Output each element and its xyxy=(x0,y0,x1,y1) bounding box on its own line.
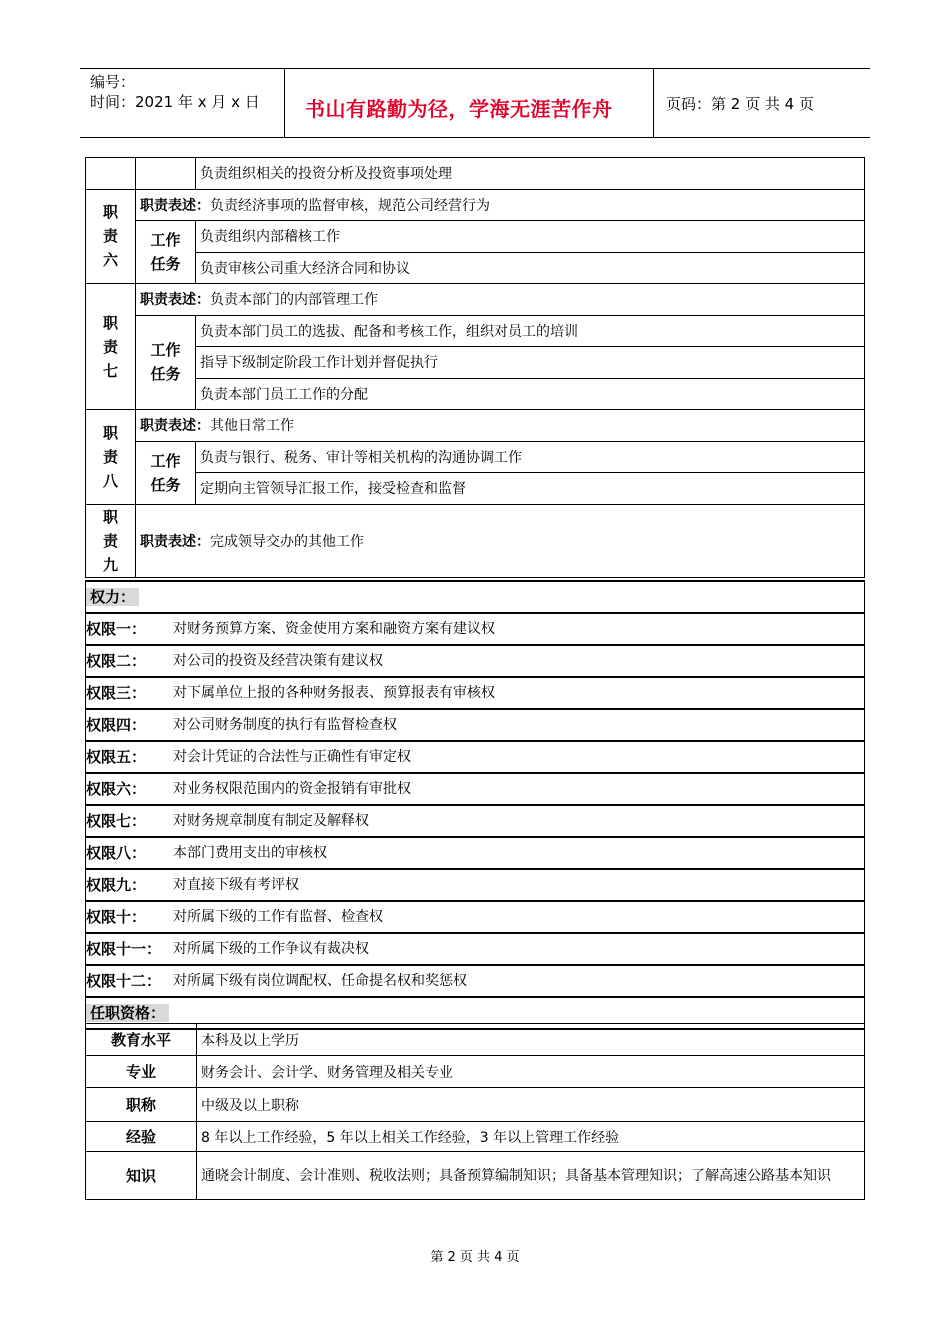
duty-nine-statement xyxy=(136,504,865,577)
list-item xyxy=(85,964,865,996)
time-label: 时间：2021 年 x 月 x 日 xyxy=(90,93,260,111)
table-row xyxy=(86,252,865,284)
duty-cont-task: 负责组织相关的投资分析及投资事项处理 xyxy=(196,158,865,190)
power-text: 对所属下级的工作有监督、检查权 xyxy=(173,909,383,925)
power-label: 权限十： xyxy=(86,908,147,926)
table-row xyxy=(86,504,865,577)
statement-text: 负责本部门的内部管理工作 xyxy=(210,292,378,309)
qual-key: 经验 xyxy=(86,1122,197,1152)
duty-eight-task-label: 工作 任务 xyxy=(136,441,196,504)
duties-table xyxy=(85,157,865,578)
duty-seven-statement xyxy=(136,284,865,316)
table-row xyxy=(86,1152,865,1200)
statement-label: 职责表述： xyxy=(140,533,210,550)
qual-key: 专业 xyxy=(86,1056,197,1088)
power-label: 权限六： xyxy=(86,780,147,798)
statement-text: 其他日常工作 xyxy=(210,418,294,435)
list-item xyxy=(85,708,865,740)
list-item xyxy=(85,900,865,932)
duty-six-task-1: 负责组织内部稽核工作 xyxy=(196,221,865,253)
duty-six-task-2: 负责审核公司重大经济合同和协议 xyxy=(196,252,865,284)
duty-cont-label xyxy=(86,158,136,190)
list-item xyxy=(85,612,865,644)
duty-cont-sub xyxy=(136,158,196,190)
power-label: 权限九： xyxy=(86,876,147,894)
power-label: 权限一： xyxy=(86,620,147,638)
power-label: 权限四： xyxy=(86,716,147,734)
statement-text: 负责经济事项的监督审核，规范公司经营行为 xyxy=(210,197,490,214)
table-row xyxy=(86,347,865,379)
duty-seven-label: 职 责 七 xyxy=(86,284,136,410)
power-text: 对公司的投资及经营决策有建议权 xyxy=(173,653,383,669)
duty-seven-task-2: 指导下级制定阶段工作计划并督促执行 xyxy=(196,347,865,379)
power-label: 权限五： xyxy=(86,748,147,766)
power-text: 对所属下级有岗位调配权、任命提名权和奖惩权 xyxy=(173,973,467,989)
code-label: 编号： xyxy=(90,73,136,91)
table-row xyxy=(86,284,865,316)
power-label: 权限十一： xyxy=(86,940,162,958)
list-item xyxy=(85,868,865,900)
table-row xyxy=(86,441,865,473)
table-row xyxy=(86,189,865,221)
table-row xyxy=(86,1056,865,1088)
powers-title: 权力： xyxy=(86,588,139,606)
page-info: 页码：第 2 页 共 4 页 xyxy=(666,95,814,113)
duty-six-label: 职 责 六 xyxy=(86,189,136,284)
list-item xyxy=(85,772,865,804)
power-text: 对财务规章制度有制定及解释权 xyxy=(173,813,369,829)
list-item xyxy=(85,836,865,868)
list-item xyxy=(85,676,865,708)
qual-key: 知识 xyxy=(86,1152,197,1200)
duty-eight-task-2: 定期向主管领导汇报工作，接受检查和监督 xyxy=(196,473,865,505)
table-row xyxy=(86,158,865,190)
table-row xyxy=(86,378,865,410)
qual-key: 职称 xyxy=(86,1088,197,1122)
table-row xyxy=(86,1024,865,1056)
duty-six-task-label: 工作 任务 xyxy=(136,221,196,284)
table-row xyxy=(86,221,865,253)
header-motto-cell xyxy=(285,69,654,137)
table-row xyxy=(86,410,865,442)
powers-section xyxy=(85,580,865,1030)
qual-value: 8 年以上工作经验，5 年以上相关工作经验，3 年以上管理工作经验 xyxy=(197,1122,865,1152)
power-text: 对所属下级的工作争议有裁决权 xyxy=(173,941,369,957)
statement-label: 职责表述： xyxy=(140,418,210,435)
powers-title-row xyxy=(85,580,865,612)
statement-label: 职责表述： xyxy=(140,292,210,309)
power-label: 权限七： xyxy=(86,812,147,830)
power-label: 权限十二： xyxy=(86,972,162,990)
header-meta xyxy=(80,69,285,137)
list-item xyxy=(85,740,865,772)
qualifications-title: 任职资格： xyxy=(86,1004,169,1022)
duty-nine-label: 职 责 九 xyxy=(86,504,136,577)
power-text: 对直接下级有考评权 xyxy=(173,877,299,893)
power-label: 权限八： xyxy=(86,844,147,862)
list-item xyxy=(85,932,865,964)
power-text: 本部门费用支出的审核权 xyxy=(173,845,327,861)
statement-text: 完成领导交办的其他工作 xyxy=(210,533,364,550)
qual-value: 通晓会计制度、会计准则、税收法则；具备预算编制知识；具备基本管理知识；了解高速公路基本知识 xyxy=(197,1152,865,1200)
duty-seven-task-label: 工作 任务 xyxy=(136,315,196,410)
qualifications-table xyxy=(85,1023,865,1200)
qual-value: 财务会计、会计学、财务管理及相关专业 xyxy=(197,1056,865,1088)
power-text: 对会计凭证的合法性与正确性有审定权 xyxy=(173,749,411,765)
qual-key: 教育水平 xyxy=(86,1024,197,1056)
motto: 书山有路勤为径，学海无涯苦作舟 xyxy=(305,97,613,121)
list-item xyxy=(85,644,865,676)
table-row xyxy=(86,473,865,505)
duty-six-statement xyxy=(136,189,865,221)
qual-value: 本科及以上学历 xyxy=(197,1024,865,1056)
header-page-cell xyxy=(654,69,870,137)
table-row xyxy=(86,1122,865,1152)
statement-label: 职责表述： xyxy=(140,197,210,214)
power-label: 权限二： xyxy=(86,652,147,670)
duty-seven-task-1: 负责本部门员工的选拔、配备和考核工作，组织对员工的培训 xyxy=(196,315,865,347)
duty-eight-label: 职 责 八 xyxy=(86,410,136,505)
list-item xyxy=(85,804,865,836)
power-text: 对公司财务制度的执行有监督检查权 xyxy=(173,717,397,733)
page-footer: 第 2 页 共 4 页 xyxy=(430,1250,520,1265)
qual-value: 中级及以上职称 xyxy=(197,1088,865,1122)
duty-eight-task-1: 负责与银行、税务、审计等相关机构的沟通协调工作 xyxy=(196,441,865,473)
power-text: 对业务权限范围内的资金报销有审批权 xyxy=(173,781,411,797)
duty-eight-statement xyxy=(136,410,865,442)
power-text: 对财务预算方案、资金使用方案和融资方案有建议权 xyxy=(173,621,495,637)
duty-seven-task-3: 负责本部门员工工作的分配 xyxy=(196,378,865,410)
page-header xyxy=(80,68,870,138)
power-label: 权限三： xyxy=(86,684,147,702)
table-row xyxy=(86,315,865,347)
power-text: 对下属单位上报的各种财务报表、预算报表有审核权 xyxy=(173,685,495,701)
table-row xyxy=(86,1088,865,1122)
